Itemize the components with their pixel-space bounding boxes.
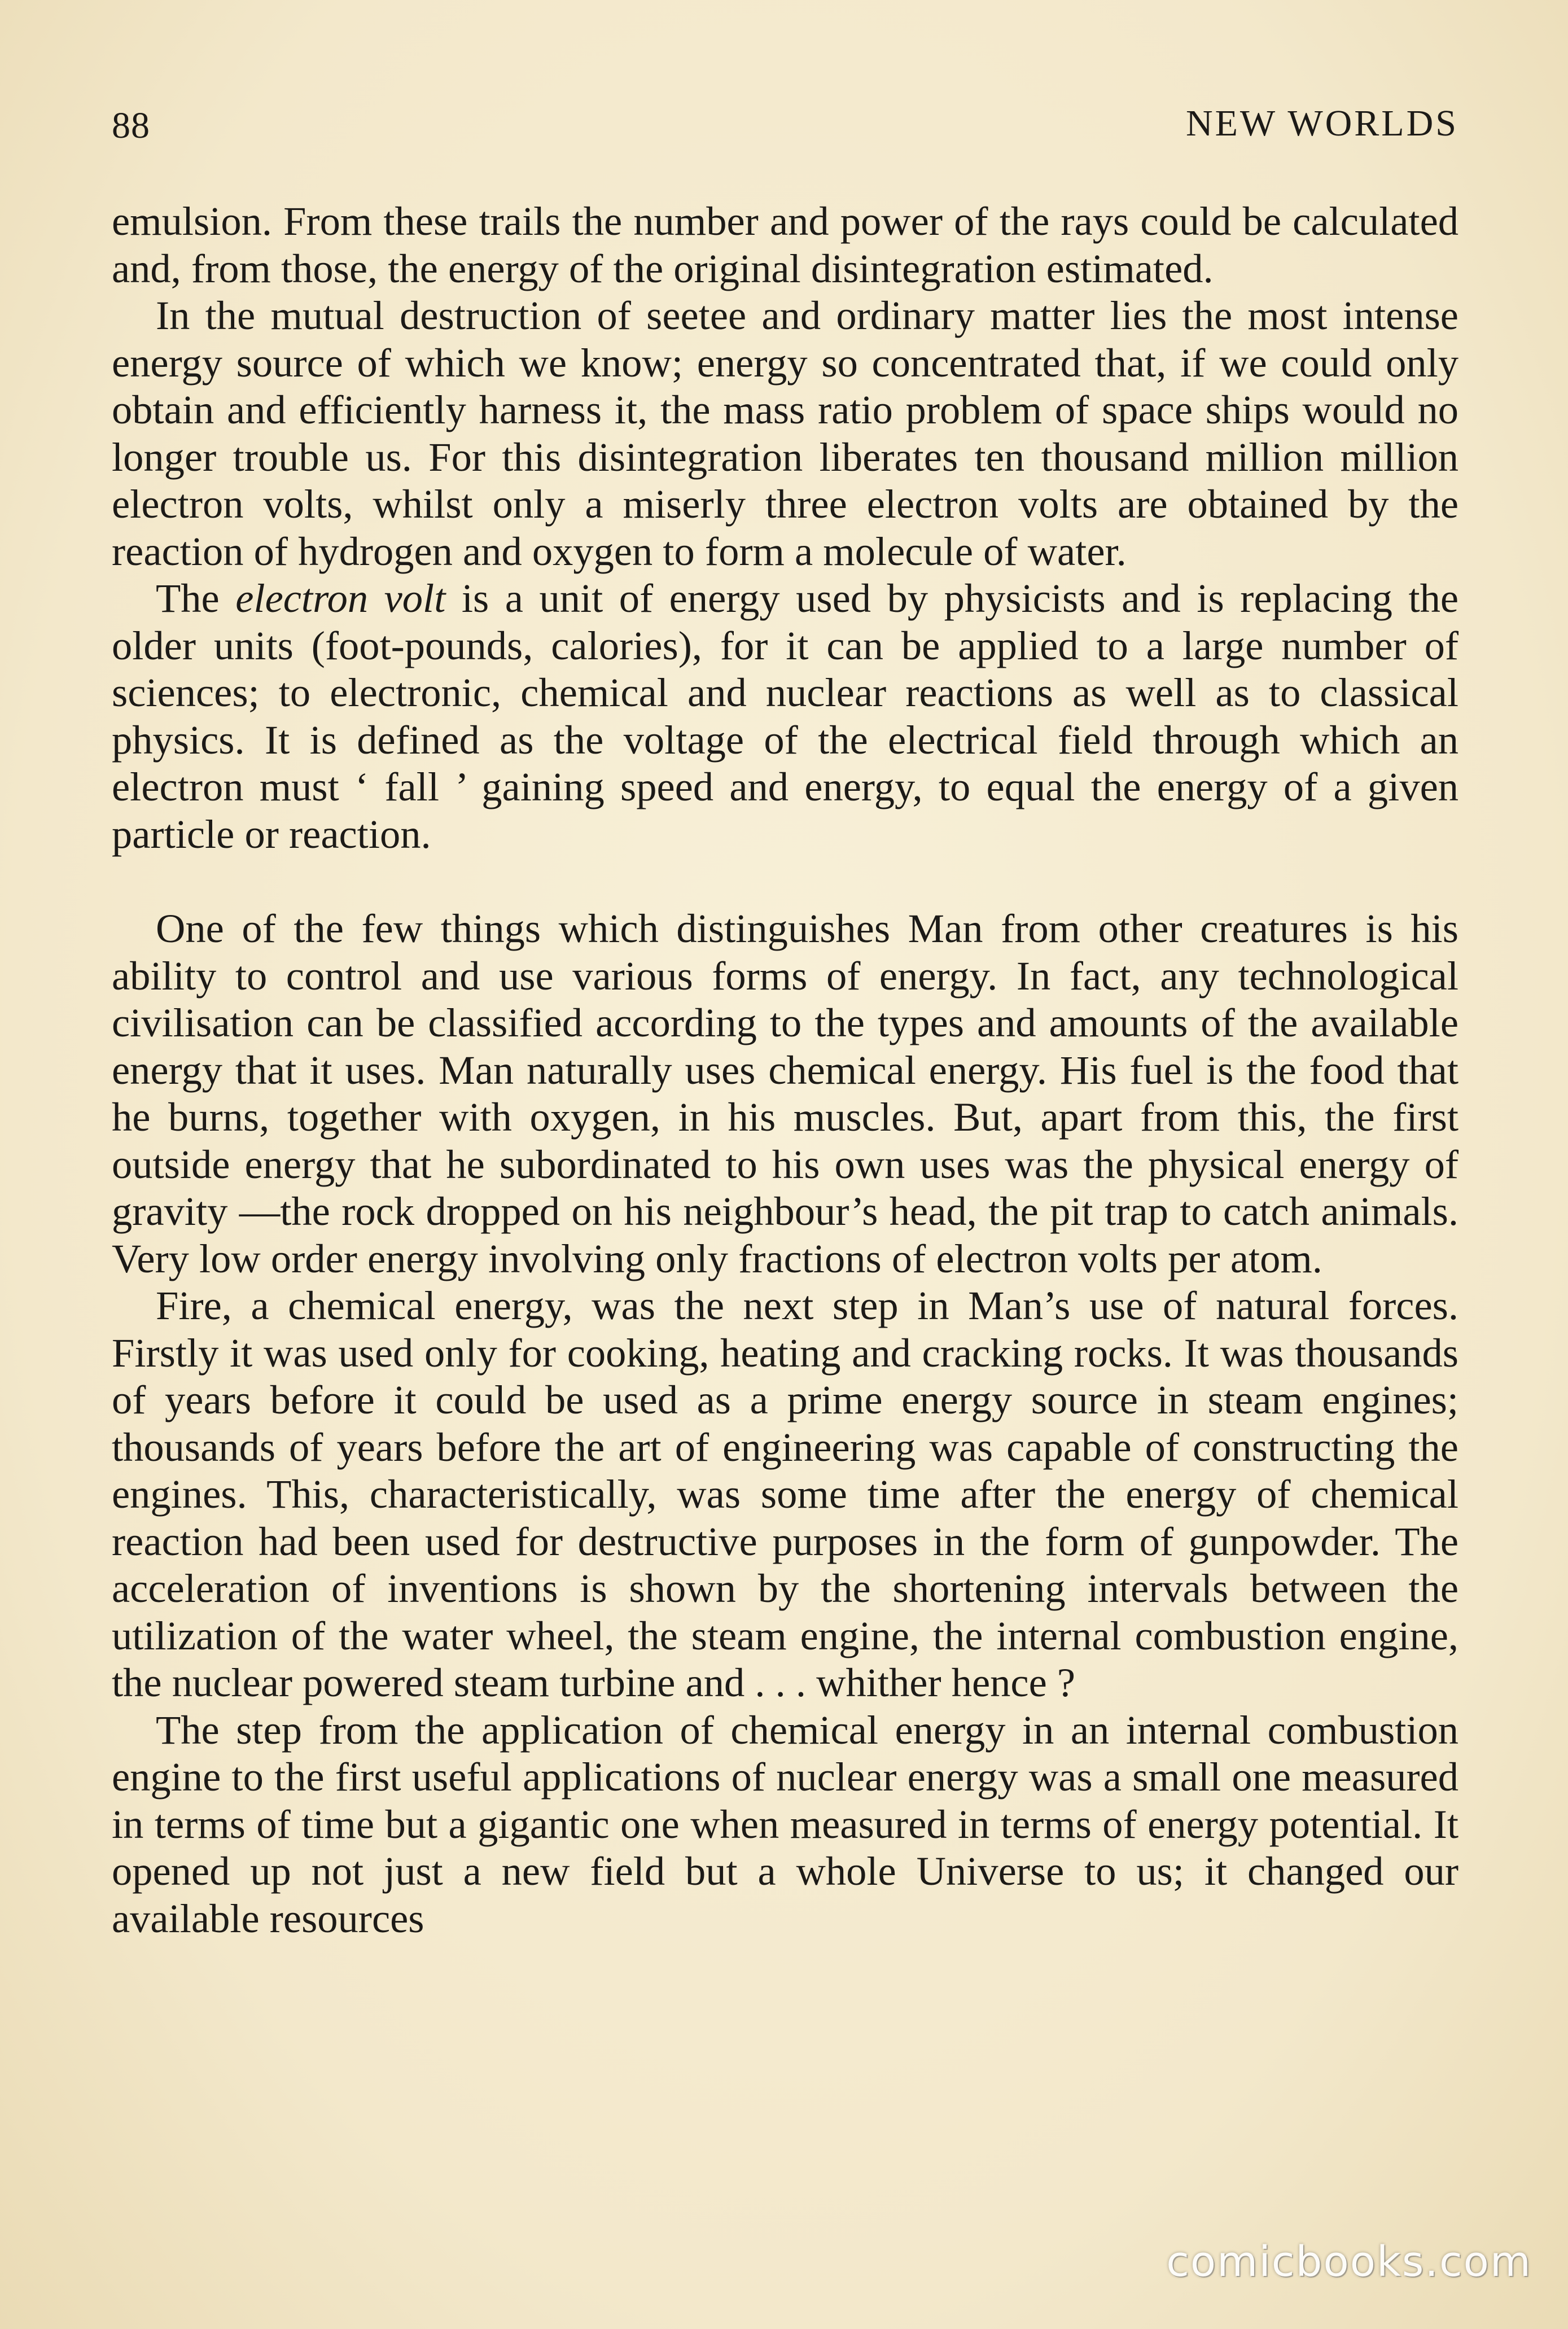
paragraph-man-energy: One of the few things which distinguishes Man from other creatures is his ability to control and use various forms of energy. In fact, any technological civilisation can be classified according to the types and amounts of the available energy that it uses. Man naturally uses chemical energy. His fuel is the food that he burns, together with oxygen, in his muscles. But, apart from this, the first outside energy that he subordinated to his own uses was the physical energy of gravity —the rock dropped on his neighbour’s head, the pit trap to catch animals. Very low order energy involving only fractions of electron volts per atom. xyxy=(112,905,1458,1281)
page-number: 88 xyxy=(112,105,150,146)
paragraph-emulsion: emulsion. From these trails the number and power of the rays could be calculated and, from those, the energy of the original disintegration estimated. xyxy=(112,198,1458,291)
running-title: NEW WORLDS xyxy=(1185,103,1458,144)
electron-volt-lead: The xyxy=(156,575,236,621)
electron-volt-term: electron volt xyxy=(235,575,446,621)
paragraph-seetee: In the mutual destruction of seetee and ordinary matter lies the most intense energy source of which we know; energy so concentrated that, if we could only obtain and efficiently harness it, the mass ratio problem of space ships would no longer trouble us. For this disintegration liberates ten thousand million million electron volts, whilst only a miserly three electron volts are obtained by the reaction of hydrogen and oxygen to form a molecule of water. xyxy=(112,292,1458,574)
page-body xyxy=(112,198,1458,1942)
section-break xyxy=(112,857,1458,905)
paragraph-nuclear-step: The step from the application of chemical energy in an internal combustion engine to the first useful applications of nuclear energy was a small one measured in terms of time but a gigantic one when measured in terms of energy potential. It opened up not just a new field but a whole Universe to us; it changed our available resources xyxy=(112,1706,1458,1941)
electron-volt-definition: is a unit of energy used by physicists and is replacing the older units (foot-pounds, calories), for it can be applied to a large number of sciences; to electronic, chemical and nuclear reactions as well as to classical physics. It is defined as the voltage of the electrical field through which an electron must ‘ fall ’ gaining speed and energy, to equal the energy of a given particle or reaction. xyxy=(112,575,1459,857)
page-header xyxy=(112,104,1458,167)
paragraph-fire: Fire, a chemical energy, was the next step in Man’s use of natural forces. Firstly it was used only for cooking, heating and cracking rocks. It was thousands of years before it could be used as a prime energy source in steam engines; thousands of years before the art of engineering was capable of constructing the engines. This, characteristically, was some time after the energy of chemical reaction had been used for destructive purposes in the form of gunpowder. The acceleration of inventions is shown by the shortening intervals between the utilization of the water wheel, the steam engine, the internal combustion engine, the nuclear powered steam turbine and . . . whither hence ? xyxy=(112,1282,1458,1705)
paragraph-electron-volt xyxy=(112,575,1458,857)
site-watermark: comicbooks.com xyxy=(1166,2238,1532,2286)
